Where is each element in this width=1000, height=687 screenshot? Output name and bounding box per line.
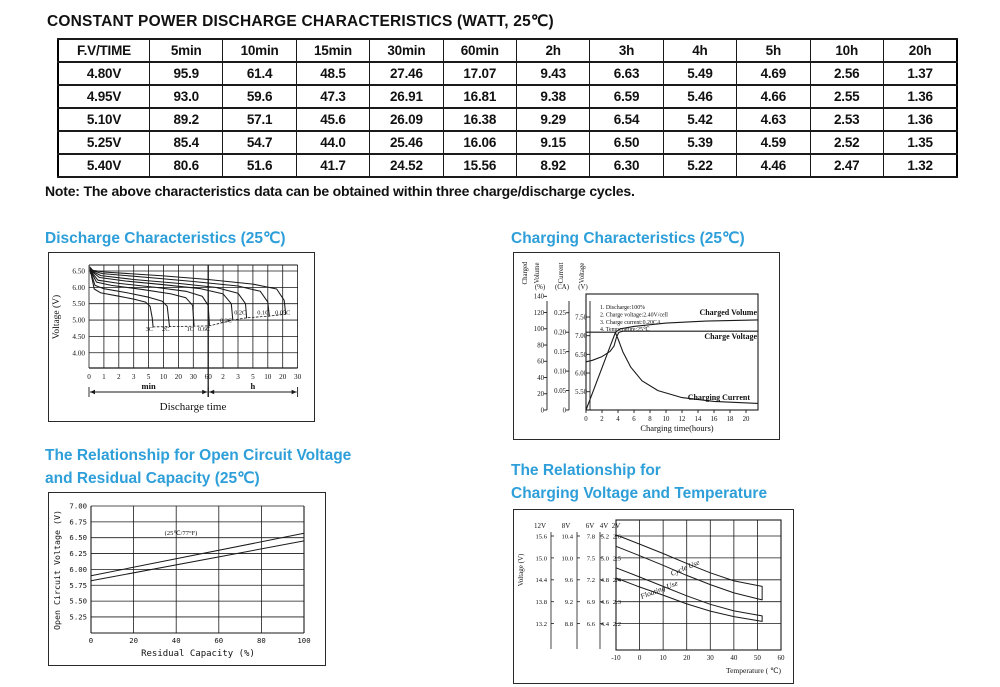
x-axis-title: Charging time(hours) [640, 423, 714, 433]
curve-label: Charging Current [687, 393, 750, 402]
table-cell: 16.81 [443, 85, 516, 108]
table-header-cell: F.V/TIME [58, 39, 150, 62]
table-row [58, 85, 957, 108]
x-tick-label: 0 [88, 636, 94, 645]
x-tick-label: 4 [616, 416, 620, 423]
table-cell: 4.69 [737, 62, 810, 85]
table-cell: 1.37 [883, 62, 957, 85]
table-cell: 5.42 [663, 108, 736, 131]
axis-tick-label: 0.25 [554, 310, 566, 318]
table-cell: 2.52 [810, 131, 883, 154]
scale-tick-label: 2.2 [612, 621, 621, 628]
axis-tick-label: 0 [540, 407, 544, 415]
discharge-chart [48, 252, 315, 422]
axis-tick-label: 7.50 [575, 314, 587, 322]
table-cell: 6.63 [590, 62, 663, 85]
unit-group-label: h [250, 381, 256, 391]
x-tick-label: 60 [204, 373, 212, 381]
scale-tick-label: 15.0 [535, 555, 547, 563]
x-tick-label: 18 [726, 416, 734, 423]
y-axis-title: Voltage (V) [517, 553, 525, 587]
series-3C [91, 271, 154, 327]
table-row [58, 131, 957, 154]
curve-label: 0.2C [234, 309, 247, 317]
condition-note: 2. Charge voltage:2.40V/cell [600, 312, 668, 319]
x-tick-label: 20 [279, 373, 287, 381]
axis-title-word: Charged [522, 261, 529, 285]
axis-tick-label: 20 [537, 391, 544, 399]
x-tick-label: 3 [236, 373, 240, 381]
axis-tick-label: 6.00 [575, 370, 587, 378]
scale-tick-label: 2.3 [612, 599, 621, 607]
table-cell: 80.6 [150, 154, 223, 177]
x-tick-label: 14 [694, 416, 702, 423]
table-cell: 4.80V [58, 62, 150, 85]
y-tick-label: 6.50 [69, 533, 87, 543]
table-header-cell: 10h [810, 39, 883, 62]
x-tick-label: 10 [264, 373, 272, 381]
x-tick-label: 12 [678, 416, 686, 423]
axis-tick-label: 140 [533, 293, 544, 301]
table-cell: 2.56 [810, 62, 883, 85]
ocv-heading-line1: The Relationship for Open Circuit Voltage [45, 447, 352, 464]
curve-label: 0.1C [257, 309, 270, 317]
table-cell: 25.46 [370, 131, 443, 154]
unit-group-label: min [141, 381, 156, 391]
temp-section-heading [511, 459, 767, 505]
temp-heading-line1: The Relationship for [511, 462, 661, 479]
curve-labels [146, 309, 291, 333]
table-cell: 9.15 [516, 131, 589, 154]
scale-tick-label: 15.6 [535, 533, 547, 541]
scale-header: 8V [561, 522, 571, 530]
axis-tick-label: 80 [537, 342, 544, 350]
y-tick-label: 5.25 [69, 612, 87, 622]
curve-label: Charge Voltage [704, 332, 757, 341]
x-tick-label: 20 [683, 654, 691, 662]
x-tick-label: 40 [730, 654, 738, 662]
x-axis-title: Discharge time [159, 401, 227, 413]
x-tick-label: 100 [297, 636, 311, 645]
x-tick-label: 30 [189, 373, 197, 381]
series [91, 533, 304, 581]
x-tick-label: 0 [584, 416, 588, 423]
band-label: Floating Use [639, 578, 680, 601]
table-cell: 93.0 [150, 85, 223, 108]
axis-tick-label: 0.05 [554, 387, 566, 395]
y-tick-label: 5.00 [72, 316, 85, 325]
scale-tick-label: 8.8 [564, 621, 573, 628]
x-tick-label: 10 [159, 373, 168, 381]
x-tick-label: 30 [706, 654, 714, 662]
y-axis-title: Open Circuit Voltage (V) [52, 510, 62, 630]
table-header-cell: 3h [590, 39, 663, 62]
x-axis-labels [611, 654, 785, 675]
axis-tick-label: 120 [533, 309, 544, 317]
axis-unit: (%) [534, 284, 546, 291]
table-cell: 5.40V [58, 154, 150, 177]
table-row [58, 62, 957, 85]
x-tick-label: 0 [637, 654, 642, 662]
axis-unit: (V) [578, 284, 588, 291]
table-cell: 27.46 [370, 62, 443, 85]
x-tick-label: 16 [710, 416, 718, 423]
table-cell: 5.22 [663, 154, 736, 177]
x-tick-label: 6 [632, 416, 636, 423]
axis-tick-label: 7.00 [575, 333, 587, 341]
y-tick-label: 4.00 [72, 349, 85, 358]
x-axis [584, 410, 750, 433]
table-cell: 41.7 [296, 154, 369, 177]
curve-label: Charged Volume [699, 308, 757, 317]
x-tick-label: 20 [129, 636, 138, 645]
table-cell: 9.43 [516, 62, 589, 85]
table-cell: 4.59 [737, 131, 810, 154]
band-label: Cycle Use [669, 557, 701, 578]
table-cell: 16.06 [443, 131, 516, 154]
x-tick-label: 5 [251, 373, 255, 381]
x-tick-label: 2 [600, 416, 604, 423]
x-tick-label: 60 [214, 636, 224, 645]
scale-tick-label: 7.2 [586, 577, 595, 585]
scale-header: 2V [611, 522, 621, 530]
curve-label: 0.6C [197, 326, 211, 334]
x-tick-label: 3 [131, 373, 136, 381]
table-header-row [58, 39, 957, 62]
axis-tick-label: 0.10 [554, 368, 566, 376]
page-title: CONSTANT POWER DISCHARGE CHARACTERISTICS (WATT, 25℃) [47, 13, 554, 30]
table-cell: 4.95V [58, 85, 150, 108]
table-header-cell: 10min [223, 39, 296, 62]
x-axis-title: Temperature ( ℃) [726, 666, 781, 675]
table-cell: 4.46 [737, 154, 810, 177]
table-header-cell: 15min [296, 39, 369, 62]
scale-tick-label: 9.6 [564, 577, 573, 585]
y-tick-label: 6.00 [72, 283, 85, 292]
axis-tick-label: 5.50 [575, 389, 587, 397]
scale-tick-label: 7.5 [586, 555, 595, 563]
x-tick-label: 10 [662, 416, 670, 423]
band-labels [638, 557, 701, 601]
table-cell: 5.39 [663, 131, 736, 154]
scale-tick-label: 9.2 [564, 599, 573, 607]
table-row [58, 154, 957, 177]
curve-label: 3C [145, 326, 154, 334]
scale-tick-label: 5.2 [600, 533, 609, 541]
x-tick-label: 10 [659, 654, 667, 662]
y-tick-label: 6.25 [69, 549, 87, 559]
table-cell: 44.0 [296, 131, 369, 154]
table-cell: 26.91 [370, 85, 443, 108]
x-tick-label: 2 [117, 373, 121, 381]
x-tick-label: 30 [294, 373, 302, 381]
ocv-heading-line2: and Residual Capacity (25℃) [45, 470, 260, 487]
y-tick-label: 5.50 [69, 596, 87, 606]
axis-title-word: Volume [534, 262, 541, 284]
y-tick-label: 7.00 [69, 501, 87, 511]
table-cell: 15.56 [443, 154, 516, 177]
table-cell: 4.66 [737, 85, 810, 108]
table-cell: 6.30 [590, 154, 663, 177]
discharge-section-heading: Discharge Characteristics (25℃) [45, 230, 286, 247]
condition-note: 3. Charge current:0.20CA [600, 319, 662, 326]
table-cell: 54.7 [223, 131, 296, 154]
x-tick-label: 5 [146, 373, 151, 381]
table-cell: 2.47 [810, 154, 883, 177]
temp-heading-line2: Charging Voltage and Temperature [511, 485, 768, 502]
x-tick-label: -10 [611, 654, 621, 662]
temperature-annotation: (25℃/77°F) [164, 530, 198, 537]
scale-tick-label: 4.8 [600, 577, 609, 585]
x-tick-label: 0 [87, 373, 91, 381]
axis-tick-label: 6.50 [575, 351, 587, 359]
table-cell: 47.3 [296, 85, 369, 108]
scale-tick-label: 6.6 [586, 621, 595, 628]
table-header-cell: 30min [370, 39, 443, 62]
scale-tick-label: 10.4 [561, 533, 573, 541]
condition-notes [600, 305, 668, 333]
scale-tick-label: 7.8 [586, 533, 595, 541]
x-tick-label: 60 [777, 654, 785, 662]
constant-power-table [57, 38, 958, 178]
y-tick-label: 5.75 [69, 580, 87, 590]
series [91, 270, 286, 327]
scale-tick-label: 2.5 [612, 555, 621, 563]
axis-title-word: Current [558, 262, 565, 284]
curve-label: 0.05C [275, 309, 291, 317]
series-lower [91, 541, 304, 581]
axis-tick-label: 100 [533, 326, 544, 334]
table-header-cell: 4h [663, 39, 736, 62]
left-axes [522, 261, 590, 414]
charging-voltage-temperature-svg [514, 510, 790, 680]
y-tick-label: 5.50 [72, 300, 85, 309]
charging-characteristics-svg [514, 253, 776, 436]
table-cell: 1.35 [883, 131, 957, 154]
table-cell: 48.5 [296, 62, 369, 85]
table-cell: 45.6 [296, 108, 369, 131]
table-cell: 6.59 [590, 85, 663, 108]
scale-tick-label: 2.4 [612, 577, 621, 585]
axis-title-word: Voltage [579, 262, 586, 284]
table-cell: 5.49 [663, 62, 736, 85]
scale-tick-label: 4.6 [600, 599, 609, 607]
table-cell: 6.54 [590, 108, 663, 131]
charging-chart [513, 252, 780, 440]
table-cell: 5.25V [58, 131, 150, 154]
scale-tick-label: 2.6 [612, 533, 621, 541]
ocv-section-heading [45, 444, 351, 490]
scale-tick-label: 6.9 [586, 599, 595, 607]
y-tick-label: 4.50 [72, 332, 85, 341]
table-cell: 1.36 [883, 85, 957, 108]
table-cell: 17.07 [443, 62, 516, 85]
table-row [58, 108, 957, 131]
table-cell: 89.2 [150, 108, 223, 131]
table-cell: 6.50 [590, 131, 663, 154]
table-note: Note: The above characteristics data can be obtained within three charge/discharge cycles. [45, 183, 635, 199]
x-tick-label: 1 [102, 373, 106, 381]
scale-header: 4V [599, 522, 609, 530]
scale-header: 12V [533, 522, 547, 530]
scale-tick-label: 14.4 [535, 577, 547, 585]
scale-header: 6V [585, 522, 595, 530]
x-tick-label: 20 [742, 416, 750, 423]
x-tick-label: 50 [753, 654, 761, 662]
y-tick-label: 6.50 [72, 267, 85, 276]
x-tick-label: 80 [257, 636, 266, 645]
voltage-scales [517, 522, 622, 649]
table-cell: 95.9 [150, 62, 223, 85]
axis-tick-label: 0.15 [554, 349, 566, 357]
table-cell: 5.10V [58, 108, 150, 131]
x-axis-title: Residual Capacity (%) [141, 649, 255, 659]
axis-tick-label: 0 [562, 407, 566, 415]
x-tick-label: 40 [171, 636, 181, 645]
table-cell: 5.46 [663, 85, 736, 108]
table-cell: 24.52 [370, 154, 443, 177]
axis-tick-label: 0.20 [554, 329, 566, 337]
y-tick-label: 6.00 [69, 564, 87, 574]
unit-brackets [89, 381, 298, 397]
axis-tick-label: 40 [537, 374, 544, 382]
table-header-cell: 5min [150, 39, 223, 62]
table-cell: 61.4 [223, 62, 296, 85]
x-tick-label: 8 [648, 416, 652, 423]
table-header-cell: 60min [443, 39, 516, 62]
y-tick-label: 6.75 [69, 517, 87, 527]
table-cell: 16.38 [443, 108, 516, 131]
table-cell: 9.29 [516, 108, 589, 131]
ocv-residual-capacity-svg [49, 493, 322, 662]
table-cell: 9.38 [516, 85, 589, 108]
scale-tick-label: 13.2 [535, 621, 547, 628]
table-header-cell: 20h [883, 39, 957, 62]
curve-labels [688, 308, 758, 402]
table-header-cell: 2h [516, 39, 589, 62]
scale-tick-label: 10.0 [561, 555, 573, 563]
table-cell: 57.1 [223, 108, 296, 131]
table-cell: 51.6 [223, 154, 296, 177]
x-tick-label: 20 [174, 373, 182, 381]
table-cell: 2.53 [810, 108, 883, 131]
discharge-characteristics-svg [49, 253, 311, 418]
scale-tick-label: 4.4 [600, 621, 609, 628]
ocv-chart [48, 492, 326, 666]
x-tick-label: 2 [221, 373, 225, 381]
axis-tick-label: 60 [537, 358, 544, 366]
condition-note: 4. Temperature:25℃ [600, 327, 650, 334]
table-cell: 59.6 [223, 85, 296, 108]
table-cell: 26.09 [370, 108, 443, 131]
charging-section-heading: Charging Characteristics (25℃) [511, 230, 745, 247]
annotation [165, 530, 198, 537]
curve-label: 0.3C [220, 317, 233, 325]
y-axis-title: Voltage (V) [52, 294, 62, 340]
table-cell: 2.55 [810, 85, 883, 108]
temp-chart [513, 509, 794, 684]
curve-label: 1C [186, 326, 194, 334]
axis-unit: (CA) [555, 284, 569, 291]
curve-label: 2C [162, 326, 170, 334]
table-cell: 1.32 [883, 154, 957, 177]
scale-tick-label: 5.0 [600, 555, 609, 563]
table-cell: 1.36 [883, 108, 957, 131]
scale-tick-label: 13.8 [535, 599, 547, 607]
table-cell: 4.63 [737, 108, 810, 131]
bands [616, 535, 762, 622]
table-cell: 85.4 [150, 131, 223, 154]
table-cell: 8.92 [516, 154, 589, 177]
table-header-cell: 5h [737, 39, 810, 62]
condition-note: 1. Discharge:100% [600, 305, 646, 311]
